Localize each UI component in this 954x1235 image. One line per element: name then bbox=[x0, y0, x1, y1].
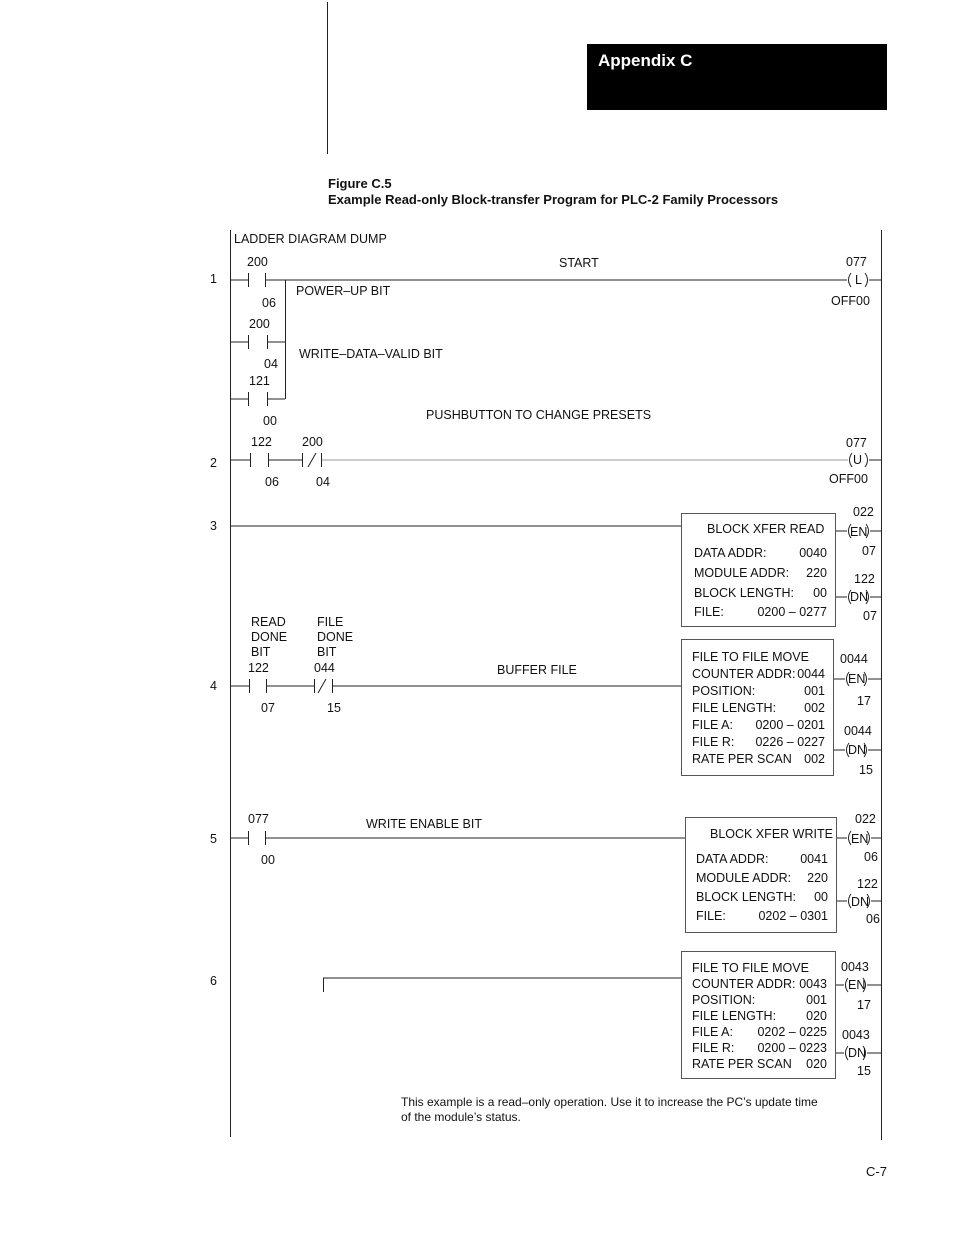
coil-bit: 07 bbox=[862, 544, 876, 558]
coil-address: 122 bbox=[854, 572, 875, 586]
coil-bit: 17 bbox=[857, 998, 871, 1012]
block-xfer-write-box: BLOCK XFER WRITE DATA ADDR: 0041 MODULE ADDR: 220 BLOCK LENGTH: 00 FILE: 0202 – 0301 bbox=[685, 817, 837, 933]
contact-address: 200 bbox=[247, 255, 268, 269]
coil-address: 022 bbox=[855, 812, 876, 826]
contact-bit: 00 bbox=[263, 414, 277, 428]
contact-bit: 00 bbox=[261, 853, 275, 867]
contact-bit: 06 bbox=[265, 475, 279, 489]
contact-bit: 06 bbox=[262, 296, 276, 310]
coil-bit: 06 bbox=[864, 850, 878, 864]
rung-2 bbox=[231, 453, 881, 467]
page-number: C-7 bbox=[866, 1164, 887, 1179]
contact-address: 122 bbox=[251, 435, 272, 449]
file-done-label: FILE DONE BIT bbox=[317, 615, 354, 659]
contact-address: 200 bbox=[249, 317, 270, 331]
box-title: BLOCK XFER WRITE bbox=[710, 827, 833, 841]
rung-number: 1 bbox=[210, 272, 217, 286]
rung-description: PUSHBUTTON TO CHANGE PRESETS bbox=[426, 408, 652, 422]
figure-title: Example Read-only Block-transfer Program for PLC-2 Family Processors bbox=[328, 192, 779, 207]
rung-number: 2 bbox=[210, 456, 217, 470]
contact-bit: 07 bbox=[261, 701, 275, 715]
coil-address: 077 bbox=[846, 436, 867, 450]
done-coil: DN bbox=[848, 1046, 867, 1060]
latch-coil: L bbox=[855, 273, 862, 287]
coil-bit: 06 bbox=[866, 912, 880, 926]
coil-bit: OFF00 bbox=[831, 294, 870, 308]
contact-bit: 15 bbox=[327, 701, 341, 715]
figure-number: Figure C.5 bbox=[328, 176, 392, 191]
done-coil: DN bbox=[851, 895, 870, 909]
rung-number: 5 bbox=[210, 832, 217, 846]
coil-address: 022 bbox=[853, 505, 874, 519]
box-title: BLOCK XFER READ bbox=[707, 522, 825, 536]
note-line: of the module’s status. bbox=[401, 1110, 521, 1124]
coil-bit: 17 bbox=[857, 694, 871, 708]
unlatch-coil: U bbox=[853, 453, 863, 467]
contact-address: 044 bbox=[314, 661, 335, 675]
coil-address: 0043 bbox=[842, 1028, 870, 1042]
rung-number: 6 bbox=[210, 974, 217, 988]
rung-description: START bbox=[559, 256, 599, 270]
ladder-dump-label: LADDER DIAGRAM DUMP bbox=[234, 232, 387, 246]
coil-address: 122 bbox=[857, 877, 878, 891]
rung-number: 4 bbox=[210, 679, 217, 693]
coil-bit: 15 bbox=[857, 1064, 871, 1078]
read-done-label: READ DONE BIT bbox=[251, 615, 288, 659]
file-to-file-move-box: FILE TO FILE MOVE COUNTER ADDR: 0044 POSITION: 001 FILE LENGTH: 002 FILE A: 0200 – 0201 FILE R: 0226 – 0227 RATE PER SCAN 002 bbox=[681, 639, 834, 776]
enable-coil: EN bbox=[851, 832, 869, 846]
appendix-title: Appendix C bbox=[598, 51, 693, 70]
contact-bit: 04 bbox=[316, 475, 330, 489]
rung-description: WRITE ENABLE BIT bbox=[366, 817, 482, 831]
contact-label: POWER–UP BIT bbox=[296, 284, 391, 298]
coil-address: 0043 bbox=[841, 960, 869, 974]
file-to-file-move-box: FILE TO FILE MOVE COUNTER ADDR: 0043 POSITION: 001 FILE LENGTH: 020 FILE A: 0202 – 0225 FILE R: 0200 – 0223 RATE PER SCAN 020 bbox=[681, 951, 836, 1079]
rung-description: BUFFER FILE bbox=[497, 663, 577, 677]
block-xfer-read-box: BLOCK XFER READ DATA ADDR: 0040 MODULE ADDR: 220 BLOCK LENGTH: 00 FILE: 0200 – 0277 bbox=[681, 513, 836, 627]
contact-label: WRITE–DATA–VALID BIT bbox=[299, 347, 443, 361]
coil-address: 0044 bbox=[844, 724, 872, 738]
note-line: This example is a read–only operation. Use it to increase the PC’s update time bbox=[401, 1095, 818, 1109]
enable-coil: EN bbox=[850, 525, 868, 539]
contact-address: 121 bbox=[249, 374, 270, 388]
coil-address: 0044 bbox=[840, 652, 868, 666]
contact-address: 077 bbox=[248, 812, 269, 826]
rung-number: 3 bbox=[210, 519, 217, 533]
coil-address: 077 bbox=[846, 255, 867, 269]
done-coil: DN bbox=[850, 590, 869, 604]
enable-coil: EN bbox=[848, 978, 866, 992]
coil-bit: 07 bbox=[863, 609, 877, 623]
contact-bit: 04 bbox=[264, 357, 278, 371]
coil-bit: OFF00 bbox=[829, 472, 868, 486]
contact-address: 122 bbox=[248, 661, 269, 675]
contact-address: 200 bbox=[302, 435, 323, 449]
enable-coil: EN bbox=[848, 672, 866, 686]
coil-bit: 15 bbox=[859, 763, 873, 777]
done-coil: DN bbox=[848, 743, 867, 757]
